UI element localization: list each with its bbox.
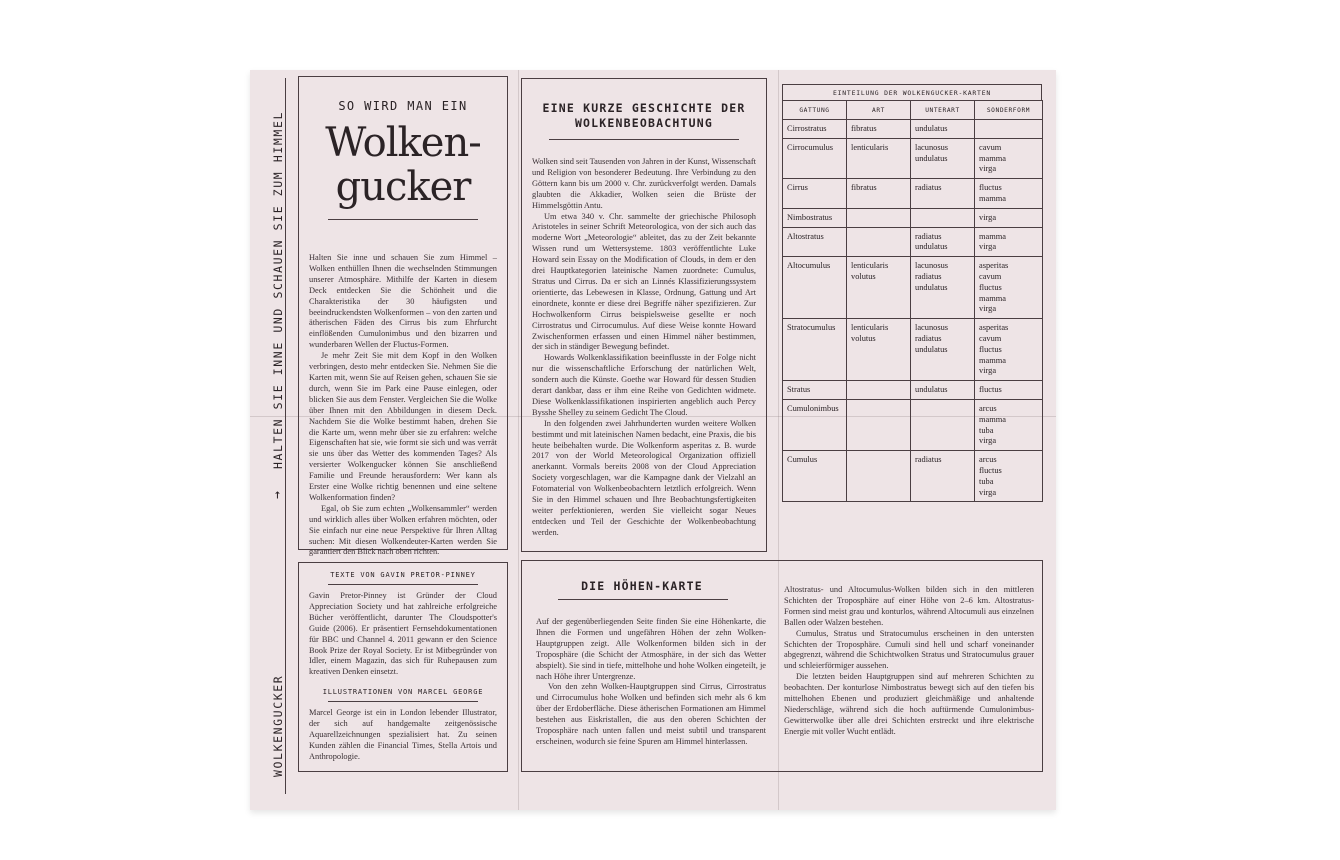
- divider: [328, 701, 478, 702]
- cell-value: mamma: [979, 231, 1006, 241]
- spine-arrow-icon: →: [270, 489, 285, 499]
- cell-value: undulatus: [915, 344, 948, 354]
- cell-unterart: [911, 257, 975, 319]
- cell-sonderform: [975, 179, 1043, 209]
- cell-unterart: [911, 381, 975, 400]
- paragraph: Auf der gegenüberliegenden Seite finden Sie eine Höhenkarte, die Ihnen die Formen und ungefähren Höhen der zehn Wolken-Hauptgruppen zeigt. Alle Wolkenformen bilden sich in der Troposphäre (die Schicht der Atmosphäre, in der sich das Wetter abspielt). Sie sind in tiefe, mittelhohe und hohe Wolken eingeteilt, je nach Höhe ihrer Untergrenze.: [536, 617, 766, 681]
- table-row: [783, 451, 1043, 502]
- author-credit-heading: TEXTE VON GAVIN PRETOR-PINNEY: [330, 571, 476, 579]
- cell-value: virga: [979, 366, 997, 376]
- cell-value: fluctus: [979, 385, 1002, 395]
- history-heading-line-2: WOLKENBEOBACHTUNG: [574, 116, 714, 130]
- table-title: EINTEILUNG DER WOLKENGUCKER-KARTEN: [782, 84, 1042, 100]
- cell-value: radiatus: [915, 271, 942, 281]
- cell-gattung: Altocumulus: [783, 257, 847, 319]
- classification-grid: [782, 100, 1043, 502]
- cell-value: asperitas: [979, 261, 1009, 271]
- illustrator-bio: Marcel George ist ein in London lebender Illustrator, der sich auf handgemalte zeitgenössische Aquarellzeichnungen spezialisiert hat. Zu seinen Kunden zählen die Financial Times, Stella Artois und Anthropologie.: [309, 708, 497, 761]
- wordmark-line-2: gucker: [335, 164, 471, 210]
- table-row: [783, 138, 1043, 178]
- cell-value: mamma: [979, 355, 1006, 365]
- paragraph: Je mehr Zeit Sie mit dem Kopf in den Wolken verbringen, desto mehr entdecken Sie. Nehmen Sie die Karten mit, wenn Sie auf Reisen gehen, schauen Sie sie durch, wenn Sie im Park eine Pause einlegen, oder blicken Sie aus dem Fenster. Vergleichen Sie die Wolke über Ihnen mit den Abbildungen in diesem Deck. Nachdem Sie die Wolke bestimmt haben, drehen Sie die Karte um, wenn mehr über sie zu erfahren: welche Eigenschaften hat sie, wie formt sie sich und was verrät sie uns über das Wetter des kommenden Tages? Als versierter Wolkengucker können Sie anschließend Familie und Freunde herausfordern: Wer kann als Erster eine Wolke richtig benennen und eine seltene Wolkenformation finden?: [309, 351, 497, 502]
- cell-sonderform: [975, 257, 1043, 319]
- paragraph: Cumulus, Stratus und Stratocumulus erscheinen in den untersten Schichten der Troposphäre. Cumuli sind hell und scharf voneinander abgegrenzt, während die Schichtwolken Stratus und Stratocumulus grauer und schleierförmiger aussehen.: [784, 628, 1034, 671]
- cell-value: fluctus: [979, 465, 1002, 475]
- table-row: [783, 120, 1043, 139]
- paragraph: Altostratus- und Altocumulus-Wolken bilden sich in den mittleren Schichten der Troposphäre auf einer Höhe von 2–6 km. Altostratus-Formen sind meist grau und konturlos, während Altocumuli aus einzelnen Ballen oder Walzen bestehen.: [784, 585, 1034, 627]
- cell-value: virga: [979, 164, 997, 174]
- leaflet-sheet: [250, 70, 1056, 810]
- fold-line: [518, 70, 519, 810]
- cell-value: mamma: [979, 414, 1006, 424]
- cell-gattung: Cirrostratus: [783, 120, 847, 139]
- cell-value: mamma: [979, 153, 1006, 163]
- table-row: [783, 227, 1043, 257]
- cell-value: undulatus: [915, 153, 948, 163]
- cell-value: virga: [979, 487, 997, 497]
- divider: [558, 599, 728, 600]
- cell-value: arcus: [979, 403, 997, 413]
- cell-value: lacunosus: [915, 261, 949, 271]
- cell-gattung: Cumulus: [783, 451, 847, 502]
- paragraph: Egal, ob Sie zum echten „Wolkensammler“ werden und wirklich alles über Wolken erfahren möchten, oder Sie einfach nur eine neue Perspektive für Ihren Alltag suchen: Mit diesen Wolkendeuter-Karten werden Sie garantiert den Blick nach oben richten.: [309, 503, 497, 557]
- table-row: [783, 257, 1043, 319]
- cell-unterart: [911, 138, 975, 178]
- cell-sonderform: [975, 138, 1043, 178]
- cell-art: [847, 381, 911, 400]
- cell-value: lacunosus: [915, 323, 949, 333]
- cell-sonderform: [975, 451, 1043, 502]
- cell-value: virga: [979, 436, 997, 446]
- table-row: [783, 179, 1043, 209]
- paragraph: In den folgenden zwei Jahrhunderten wurden weitere Wolken bestimmt und mit lateinischen Namen bedacht, eine Praxis, die bis heute beibehalten wurde. Die Wolkenform asperitas z. B. wurde 2017 von der World Meteorological Organization offiziell anerkannt. Vormals bereits 2008 von der Cloud Appreciation Society vorgeschlagen, war die Kampagne dank der Vielzahl an Fotomaterial von Wolkenbeobachtern letztlich erfolgreich. Wenn Sie in den Himmel schauen und Ihre Beobachtungsfertigkeiten weiter perfektionieren, werden Sie vielleicht sogar Neues entdecken und Teil der Geschichte der Wolkenbeobachtung werden.: [532, 418, 756, 537]
- cell-unterart: [911, 179, 975, 209]
- cell-art: [847, 257, 911, 319]
- illustrator-credit-heading: ILLUSTRATIONEN VON MARCEL GEORGE: [322, 688, 484, 697]
- table-row: [783, 381, 1043, 400]
- cell-value: arcus: [979, 455, 997, 465]
- history-heading: [522, 101, 766, 131]
- cell-gattung: Altostratus: [783, 227, 847, 257]
- cell-value: volutus: [851, 271, 876, 281]
- cell-value: fibratus: [851, 183, 877, 193]
- table-row: [783, 208, 1043, 227]
- paragraph: Halten Sie inne und schauen Sie zum Himmel – Wolken enthüllen Ihnen die wechselnden Stimmungen unserer Atmosphäre. Mithilfe der Karten in diesem Deck entdecken Sie die Schönheit und die Charakteristika der 30 häufigsten und beeindruckendsten Wolkenformen – von den zarten und ätherischen Fäden des Cirrus bis zum Ehrfurcht einflößenden Cumulonimbus und den bizarren und wunderbaren Wellen der Fluctus-Formen.: [309, 253, 497, 350]
- wordmark-line-1: Wolken-: [325, 120, 481, 166]
- paragraph: Howards Wolkenklassifikation beeinflusste in der Folge nicht nur die wissenschaftliche Erforschung der natürlichen Welt, sondern auch die Künste. Goethe war Howard für dessen Studien derart dankbar, dass er ihm eine Reihe von Gedichten widmete. Diese Wolkenklassifikationen inspirierten angeblich auch Percy Bysshe Shelley zu seinem Gedicht The Cloud.: [532, 353, 756, 417]
- column-header: GATTUNG: [783, 101, 847, 120]
- cell-value: undulatus: [915, 242, 948, 252]
- cell-value: fluctus: [979, 282, 1002, 292]
- cell-art: [847, 120, 911, 139]
- cell-gattung: Cumulonimbus: [783, 399, 847, 450]
- cell-value: fibratus: [851, 124, 877, 133]
- cell-value: lenticularis: [851, 323, 889, 333]
- cell-value: undulatus: [915, 385, 948, 395]
- cell-value: lenticularis: [851, 142, 889, 152]
- cell-art: [847, 399, 911, 450]
- column-header: ART: [847, 101, 911, 120]
- intro-panel: [298, 76, 508, 557]
- cell-value: lacunosus: [915, 142, 949, 152]
- cell-art: [847, 319, 911, 381]
- paragraph: Um etwa 340 v. Chr. sammelte der griechische Philosoph Aristoteles in seiner Schrift Meteorologica, von der sich auch das moderne Wort „Meteorologie“ ableitet, das zu der Zeit bekannte Wissen rund um Wettersysteme. 1803 veröffentlichte Luke Howard sein Essay on the Modification of Clouds, in dem er den drei Hauptkategorien lateinische Namen zuordnete: Cumulus, Stratus und Cirrus. Da er sich an Linnés Klassifizierungssystem orientierte, das Lebewesen in Klasse, Ordnung, Gattung und Art einordnete, konnte er diese drei Begriffe näher spezifizieren. Zur Hochwolkenform Cirrus beispielsweise gesellte er noch Cirrostratus und Cirrocumulus. Auf diese Weise konnte Howard Zwischenformen erfassen und einen Himmel näher bestimmen, der sich in ständiger Bewegung befindet.: [532, 211, 756, 352]
- cell-value: virga: [979, 212, 997, 222]
- cell-value: virga: [979, 242, 997, 252]
- history-heading-line-1: EINE KURZE GESCHICHTE DER: [542, 101, 746, 115]
- cell-value: radiatus: [915, 183, 942, 193]
- spine-title: WOLKENGUCKER: [271, 674, 285, 778]
- cell-sonderform: [975, 227, 1043, 257]
- cell-sonderform: [975, 319, 1043, 381]
- intro-kicker: SO WIRD MAN EIN: [338, 99, 468, 113]
- height-chart-text-left: [536, 617, 766, 748]
- column-header: SONDERFORM: [975, 101, 1043, 120]
- author-bio: Gavin Pretor-Pinney ist Gründer der Cloud Appreciation Society und hat zahlreiche erfolgreiche Bücher veröffentlicht, darunter The Cloudspotter's Guide (2006). Er präsentiert Fernsehdokumentationen für BBC und Channel 4. 2011 gewann er den Science Book Prize der Royal Society. Er ist Mitbegründer von Idler, einem Magazin, das sich für Ruhepausen zum kreativen Denken einsetzt.: [309, 591, 497, 677]
- classification-table: [782, 84, 1042, 502]
- cell-value: fluctus: [979, 183, 1002, 193]
- cell-unterart: [911, 120, 975, 139]
- cell-value: asperitas: [979, 323, 1009, 333]
- cell-value: undulatus: [915, 124, 948, 133]
- cell-art: [847, 179, 911, 209]
- cell-value: radiatus: [915, 333, 942, 343]
- divider: [549, 139, 739, 140]
- cell-art: [847, 138, 911, 178]
- cell-unterart: [911, 399, 975, 450]
- cell-value: fluctus: [979, 344, 1002, 354]
- height-chart-heading: DIE HÖHEN-KARTE: [581, 579, 703, 593]
- cell-gattung: Cirrus: [783, 179, 847, 209]
- cell-value: radiatus: [915, 455, 942, 465]
- history-panel: [521, 78, 767, 552]
- cell-value: tuba: [979, 476, 994, 486]
- cell-value: virga: [979, 304, 997, 314]
- cell-value: cavum: [979, 333, 1002, 343]
- divider: [328, 584, 478, 585]
- cell-gattung: Nimbostratus: [783, 208, 847, 227]
- spine-tagline: HALTEN SIE INNE UND SCHAUEN SIE ZUM HIMMEL: [271, 111, 285, 469]
- cell-gattung: Stratus: [783, 381, 847, 400]
- intro-wordmark: [299, 121, 507, 209]
- cell-value: undulatus: [915, 282, 948, 292]
- cell-value: radiatus: [915, 231, 942, 241]
- cell-value: mamma: [979, 193, 1006, 203]
- divider: [328, 219, 478, 220]
- cell-unterart: [911, 208, 975, 227]
- paragraph: Wolken sind seit Tausenden von Jahren in der Kunst, Wissenschaft und Religion von besonderer Bedeutung. Ihre Verbindung zu den Göttern kann bis um 2000 v. Chr. zurückverfolgt werden. Damals glaubten die Akkadier, Wolken seien die Brüste der Himmelsgöttin Antu.: [532, 157, 756, 210]
- cell-gattung: Cirrocumulus: [783, 138, 847, 178]
- intro-text: [309, 253, 497, 558]
- cell-art: [847, 208, 911, 227]
- cell-sonderform: [975, 208, 1043, 227]
- column-header: UNTERART: [911, 101, 975, 120]
- height-chart-text-right: [784, 585, 1034, 738]
- paragraph: Die letzten beiden Hauptgruppen sind auf mehreren Schichten zu beobachten. Der konturlose Nimbostratus bewegt sich auf den tiefen bis mittelhohen Ebenen und produziert gleichmäßige und anhaltende Niederschläge, während sich die hoch auftürmende Cumulonimbus-Gewitterwolke über alle drei Schichten erstreckt und ihre elektrische Energie mit voller Wucht entlädt.: [784, 672, 1034, 736]
- cell-sonderform: [975, 120, 1043, 139]
- table-row: [783, 319, 1043, 381]
- cell-unterart: [911, 227, 975, 257]
- cell-sonderform: [975, 381, 1043, 400]
- cell-sonderform: [975, 399, 1043, 450]
- cell-value: mamma: [979, 293, 1006, 303]
- cell-unterart: [911, 451, 975, 502]
- cell-value: cavum: [979, 271, 1002, 281]
- cell-unterart: [911, 319, 975, 381]
- cell-value: tuba: [979, 425, 994, 435]
- spine-rule-short: [267, 510, 289, 570]
- cell-art: [847, 451, 911, 502]
- cell-value: volutus: [851, 333, 876, 343]
- history-text: [532, 157, 756, 539]
- table-row: [783, 399, 1043, 450]
- height-chart-panel: [521, 560, 1043, 772]
- cell-art: [847, 227, 911, 257]
- cell-value: cavum: [979, 142, 1002, 152]
- credits-panel: [298, 562, 508, 772]
- paragraph: Von den zehn Wolken-Hauptgruppen sind Cirrus, Cirrostratus und Cirrocumulus hohe Wolken und befinden sich mehr als 6 km über der Erdoberfläche. Diese ätherischen Formationen am Himmel bestehen aus Eiskristallen, die aus den oberen Schichten der Troposphäre nach unten fallen und meist subtil und transparent erscheinen, wodurch sie feine Spuren am Himmel hinterlassen.: [536, 682, 766, 746]
- cell-value: lenticularis: [851, 261, 889, 271]
- cell-gattung: Stratocumulus: [783, 319, 847, 381]
